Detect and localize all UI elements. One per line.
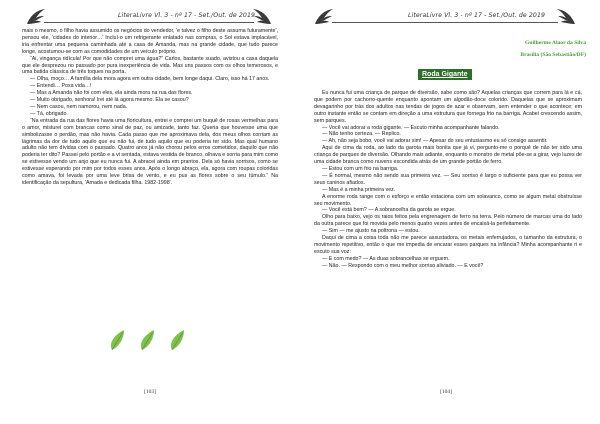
paragraph: — Sim — me ajusto na poltrona — estou. (322, 228, 420, 235)
leaf-icon (98, 328, 198, 352)
paragraph: — Não. — Respondo com o meu melhor sorriso aliviado. — E você? (322, 262, 484, 269)
right-body-text (314, 90, 582, 270)
story-title: Roda Gigante (418, 69, 472, 80)
paragraph: A enorme roda range com o esforço e então estaciona com um solavanco, como se algum metal obstruísse seu movimento. (314, 193, 582, 207)
right-page (300, 0, 600, 424)
paragraph: “Na entrada da rua das flores havia uma floricultura, entrei e comprei um buquê de rosas vermelhas para o amor, misturei com brancas como sinal de paz, ou amizade, tanto faz. Queria que houvesse uma que simbolizasse o perdão, mas não havia. Cada passo que me aproximava dela, dos meus olhos corriam as lágrimas da dor de tudo aquilo que eu não fui, de tudo aquilo que eu poderia ter sido. Mas qual humano adulto não tem dívidas com o passado. Quatro anos já não chorou pelos erros cometidos, daquilo que não poderia ter dito? Passei pelo portão e a vi sentada, estava vestida de branco, olhava e sorria para mim como se estivesse vendo um anjo que eu nunca fui. A abracei ainda em prantos. Dela só havia sorrisos, como se estivesse esperando por mim por todos esses anos. Após o longo abraço, ela, agora com roupas coloridas como amava, foi levada por uma leve brisa de vento, e eu pus as flores sobre o seu túmulo.” Na identificação da sepultura, 'Amada e dedicada filha. 1982-1998'. (22, 117, 278, 186)
paragraph: — Entendi… Poxa vida…! (30, 83, 92, 90)
page-number: [103] (144, 389, 156, 395)
header-rule (44, 22, 254, 23)
paragraph: Daqui de cima a coisa toda não me parece assustadora, os metais enferrujados, o tamanho da estrutura, o movimento repetitivo, então o que me impedia de encarar esses parques na infância? Minha acompanhante ri e escuto sua voz: (314, 235, 582, 255)
paragraph: — Muito obrigado, senhora! Irei até lá agora mesmo. Ela se casou? (30, 97, 189, 104)
paragraph: — Mas a Amanda não foi com eles, ela ainda mora na rua das flores. (30, 90, 193, 97)
paragraph: — Nem casou, nem namorou, nem nada. (30, 103, 128, 110)
header-rule (332, 22, 558, 23)
left-page-header (0, 6, 300, 28)
paragraph: Olho para baixo, vejo os raios feitos pela engrenagem de ferro na terra. Pelo número de marcas uma do lado da outra parece que foi movida pelo menos quatro vezes antes de encaixá-la perfeitamente. (314, 214, 582, 228)
paragraph: Aqui de cima da roda, ao lado da garota mais bonita que já vi, pergunto-me o porquê de não ter sido uma criança de parques de diversão. Olhando mais adiante, enquanto o monstro de metal põe-se a girar, vejo luzes de uma cidade branca como nuvens escondida atrás de um grande portão de ferro. (314, 145, 582, 166)
paragraph: — Você vai adorar a roda gigante. — Escuto minha acompanhante falando. (322, 124, 500, 131)
author-location: Brasília (São Sebastião/DF) (520, 52, 586, 58)
paragraph: — Ah, não seja bobo, você vai adorar sim! — Apesar do seu entusiasmo eu só consigo assentir. (322, 138, 548, 145)
paragraph: — É normal, mesmo não sendo sua primeira vez. — Seu sorriso é largo o suficiente para que eu possa ver seus caninos afiados. (314, 172, 582, 186)
paragraph: “Ai, vingança ridícula! Por que não comprei uma água?” Carlos, bastante suado, avistou a casa daquela que ele desprezou no passado por pura inexperiência de vida. Mas uns passos com os olhos temerosos, e uma batida clássica de três toques na porta. (22, 55, 278, 76)
wing-icon (252, 8, 272, 26)
page-number: [104] (440, 389, 452, 395)
header-text: LiteraLivre Vl. 3 - nº 17 - Set./Out. de 2019 (408, 12, 546, 19)
paragraph: — Você está bem? — A sobrancelha da garota se ergue. (322, 207, 456, 214)
paragraph: — Tá, obrigado. (30, 110, 68, 117)
wing-icon (26, 8, 46, 26)
paragraph: — Estou com um frio na barriga. (322, 165, 399, 172)
paragraph: — Não tenho certeza. — Replico. (322, 131, 401, 138)
right-page-header (300, 6, 600, 28)
paragraph: mais o mesmo, o filho havia assumido os negócios do vendedor, 'e talvez o filho deste assuma futuramente', pensou ele, 'cidades do interior…' Incluí-o um refrigerante enlatado nas compras, o Sol estava implacável, iria enfrentar uma pequena caminhada até a casa de Amanda, mas na grande cidade, que tudo parece longe, acostumou-se com as comodidades de um veículo próprio. (22, 28, 278, 55)
wing-icon (556, 8, 576, 26)
paragraph: — Olha, moço… A família dela mora agora em outra cidade, bem longe daqui. Claro, isso há 17 anos. (30, 76, 270, 83)
paragraph: Eu nunca fui uma criança de parque de diversão, sabe como são? Aquelas crianças que correm para lá e cá, que podem por cachorro-quente enquanto apontam um algodão-doce colorido. Daquelas que se aproximam devagarinho por trás dos adultos nas tendas de jogos de azar e observam, sem entender o que acontece; em outro instante então se contam em direção a uma estrutura que fornega frio na barriga. Acabei crescendo assim, sem parques. (314, 90, 582, 124)
paragraph: — E com medo? — As duas sobrancelhas se erguem. (322, 255, 450, 262)
wing-icon (314, 8, 334, 26)
paragraph: — Mas é a minha primeira vez. (322, 186, 396, 193)
left-body-text (22, 28, 278, 187)
header-text: LiteraLivre Vl. 3 - nº 17 - Set./Out. de 2019 (118, 12, 256, 19)
author-name: Guilherme Alaor da Silva (525, 40, 586, 46)
